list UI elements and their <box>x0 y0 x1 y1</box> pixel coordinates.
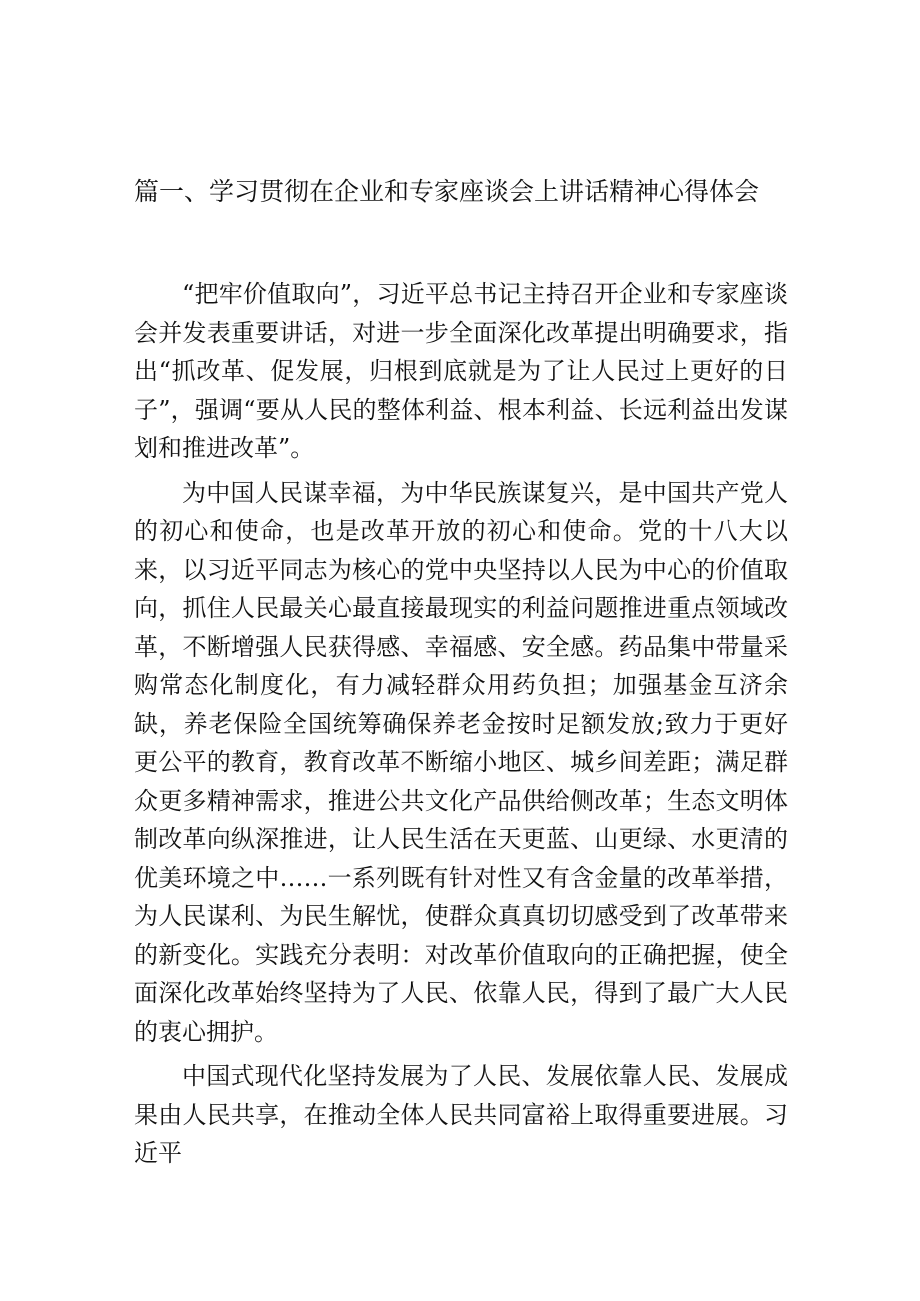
document-title: 篇一、学习贯彻在企业和专家座谈会上讲话精神心得体会 <box>134 177 760 206</box>
paragraph-reform-achievements: 为中国人民谋幸福，为中华民族谋复兴，是中国共产党人的初心和使命，也是改革开放的初心和使命。党的十八大以来，以习近平同志为核心的党中央坚持以人民为中心的价值取向，抓住人民最关心最直接最现实的利益问题推进重点领域改革，不断增强人民获得感、幸福感、安全感。药品集中带量采购常态化制度化，有力减轻群众用药负担；加强基金互济余缺，养老保险全国统筹确保养老金按时足额发放;致力于更好更公平的教育，教育改革不断缩小地区、城乡间差距；满足群众更多精神需求，推进公共文化产品供给侧改革；生态文明体制改革向纵深推进，让人民生活在天更蓝、山更绿、水更清的优美环境之中……一系列既有针对性又有含金量的改革举措，为人民谋利、为民生解忧，使群众真真切切感受到了改革带来的新变化。实践充分表明：对改革价值取向的正确把握，使全面深化改革始终坚持为了人民、依靠人民，得到了最广大人民的衷心拥护。 <box>134 478 788 1046</box>
document-body <box>134 275 788 1179</box>
paragraph-modernization: 中国式现代化坚持发展为了人民、发展依靠人民、发展成果由人民共享，在推动全体人民共同富裕上取得重要进展。习近平 <box>134 1062 788 1167</box>
paragraph-intro: “把牢价值取向”，习近平总书记主持召开企业和专家座谈会并发表重要讲话，对进一步全面深化改革提出明确要求，指出“抓改革、促发展，归根到底就是为了让人民过上更好的日子”，强调“要从人民的整体利益、根本利益、长远利益出发谋划和推进改革”。 <box>134 280 788 462</box>
